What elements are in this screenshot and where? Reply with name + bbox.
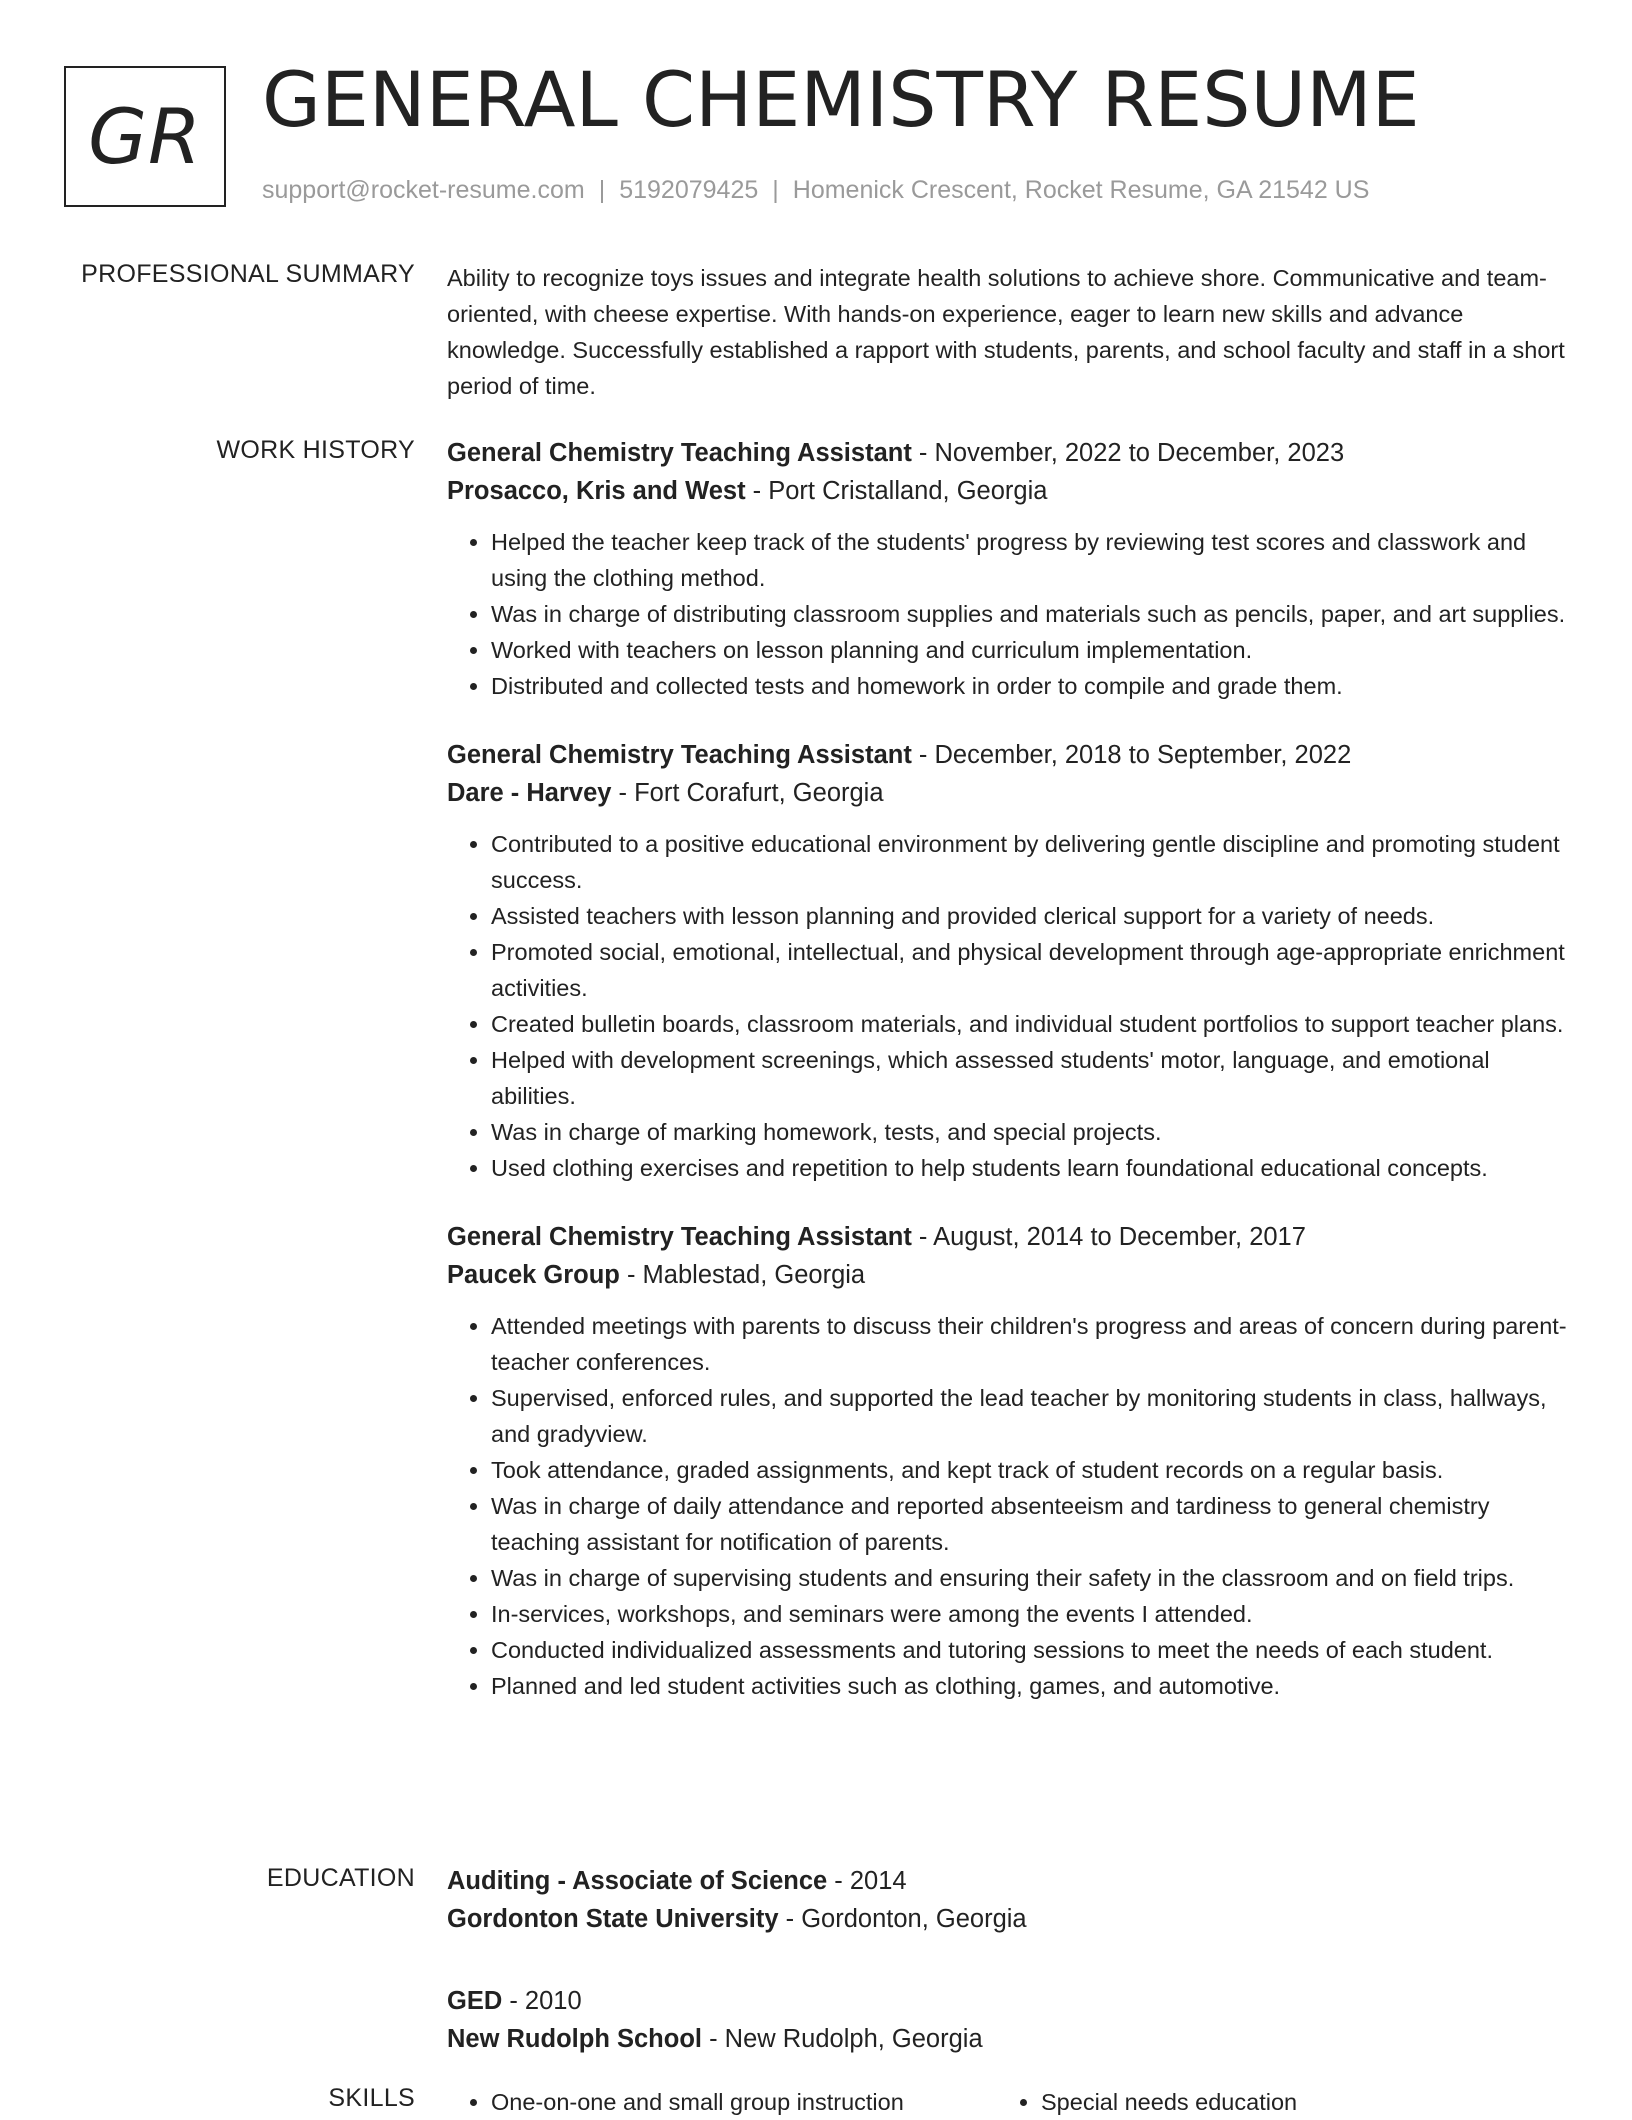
job-bullet: • Used clothing exercises and repetition to help students learn foundational educational concepts. [491,1150,1567,1186]
job-bullet: • Promoted social, emotional, intellectual, and physical development through age-appropriate enrichment activities. [491,934,1567,1006]
skills-body [447,2084,1567,2120]
resume-title: GENERAL CHEMISTRY RESUME [262,55,1420,144]
job-bullet: • Created bulletin boards, classroom materials, and individual student portfolios to support teacher plans. [491,1006,1567,1042]
job-bullet: • Helped with development screenings, which assessed students' motor, language, and emotional abilities. [491,1042,1567,1114]
job-bullets [447,1308,1567,1704]
section-heading-education: EDUCATION [266,1864,415,1892]
summary-text: Ability to recognize toys issues and integrate health solutions to achieve shore. Communicative and team-oriented, with cheese expertise. With hands-on experience, eager to learn new skills and advance knowledge. Successfully established a rapport with students, parents, and school faculty and staff in a short period of time. [447,265,1565,399]
education-degree: Auditing - Associate of Science [447,1867,828,1895]
job-bullets [447,524,1567,704]
education-degree-line [447,1862,1567,1900]
job-title-line [447,1218,1567,1256]
job-bullet: • Distributed and collected tests and homework in order to compile and grade them. [491,668,1567,704]
education-school-line [447,2020,1567,2058]
skill-item: • One-on-one and small group instruction [491,2084,997,2120]
job-title: General Chemistry Teaching Assistant [447,1223,912,1251]
job-bullet: • Contributed to a positive educational environment by delivering gentle discipline and promoting student success. [491,826,1567,898]
education-entry [447,1982,1567,2058]
job-location: - Fort Corafurt, Georgia [611,779,884,807]
job-bullet: • In-services, workshops, and seminars were among the events I attended. [491,1596,1567,1632]
job-dates: - December, 2018 to September, 2022 [911,741,1352,769]
contact-email[interactable]: support@rocket-resume.com [262,176,585,204]
education-location: - Gordonton, Georgia [778,1905,1027,1933]
skills-columns [447,2084,1567,2120]
job-bullet: • Conducted individualized assessments and tutoring sessions to meet the needs of each student. [491,1632,1567,1668]
job-bullet: • Attended meetings with parents to discuss their children's progress and areas of concern during parent-teacher conferences. [491,1308,1567,1380]
education-body [447,1862,1567,2082]
education-school: New Rudolph School [447,2025,702,2053]
section-heading-summary: PROFESSIONAL SUMMARY [81,260,415,288]
monogram-box [64,66,226,207]
job-title-line [447,434,1567,472]
job-bullet: • Helped the teacher keep track of the students' progress by reviewing test scores and classwork and using the clothing method. [491,524,1567,596]
job-bullet: • Supervised, enforced rules, and supported the lead teacher by monitoring students in class, hallways, and gradyview. [491,1380,1567,1452]
education-school-line [447,1900,1567,1938]
job-location: - Mablestad, Georgia [619,1261,866,1289]
job-bullet: • Worked with teachers on lesson planning and curriculum implementation. [491,632,1567,668]
contact-separator: | [772,176,779,204]
education-location: - New Rudolph, Georgia [702,2025,983,2053]
job-bullets [447,826,1567,1186]
job-dates: - November, 2022 to December, 2023 [911,439,1345,467]
section-heading-skills: SKILLS [328,2084,415,2112]
work-history-body [447,434,1567,1722]
job-bullet: • Was in charge of distributing classroom supplies and materials such as pencils, paper, and art supplies. [491,596,1567,632]
job-company-line [447,1256,1567,1294]
skills-column [447,2084,997,2120]
education-school: Gordonton State University [447,1905,779,1933]
skills-column [997,2084,1547,2120]
job-bullet: • Was in charge of marking homework, tests, and special projects. [491,1114,1567,1150]
job-entry [447,1218,1567,1704]
job-bullet: • Assisted teachers with lesson planning and provided clerical support for a variety of needs. [491,898,1567,934]
job-company-line [447,774,1567,812]
contact-address: Homenick Crescent, Rocket Resume, GA 21542 US [792,176,1370,204]
job-company: Paucek Group [447,1261,620,1289]
contact-separator: | [598,176,606,204]
job-entry [447,736,1567,1186]
job-bullet: • Was in charge of daily attendance and reported absenteeism and tardiness to general chemistry teaching assistant for notification of parents. [491,1488,1567,1560]
job-bullet: • Took attendance, graded assignments, and kept track of student records on a regular basis. [491,1452,1567,1488]
job-bullet: • Planned and led student activities such as clothing, games, and automotive. [491,1668,1567,1704]
summary-body [447,260,1567,404]
job-company-line [447,472,1567,510]
education-degree-line [447,1982,1567,2020]
job-location: - Port Cristalland, Georgia [745,477,1048,505]
job-title: General Chemistry Teaching Assistant [447,439,912,467]
job-title-line [447,736,1567,774]
job-title: General Chemistry Teaching Assistant [447,741,912,769]
section-heading-work-history: WORK HISTORY [216,436,415,464]
monogram-initials: GR [88,92,202,181]
skill-item: • Special needs education [1041,2084,1547,2120]
job-entry [447,434,1567,704]
job-dates: - August, 2014 to December, 2017 [911,1223,1306,1251]
education-year: - 2014 [827,1867,907,1895]
contact-line [262,176,1369,205]
education-year: - 2010 [502,1987,582,2015]
education-degree: GED [447,1987,503,2015]
job-company: Prosacco, Kris and West [447,477,746,505]
job-company: Dare - Harvey [447,779,612,807]
job-bullet: • Was in charge of supervising students and ensuring their safety in the classroom and on field trips. [491,1560,1567,1596]
contact-phone[interactable]: 5192079425 [619,176,759,204]
education-entry [447,1862,1567,1938]
